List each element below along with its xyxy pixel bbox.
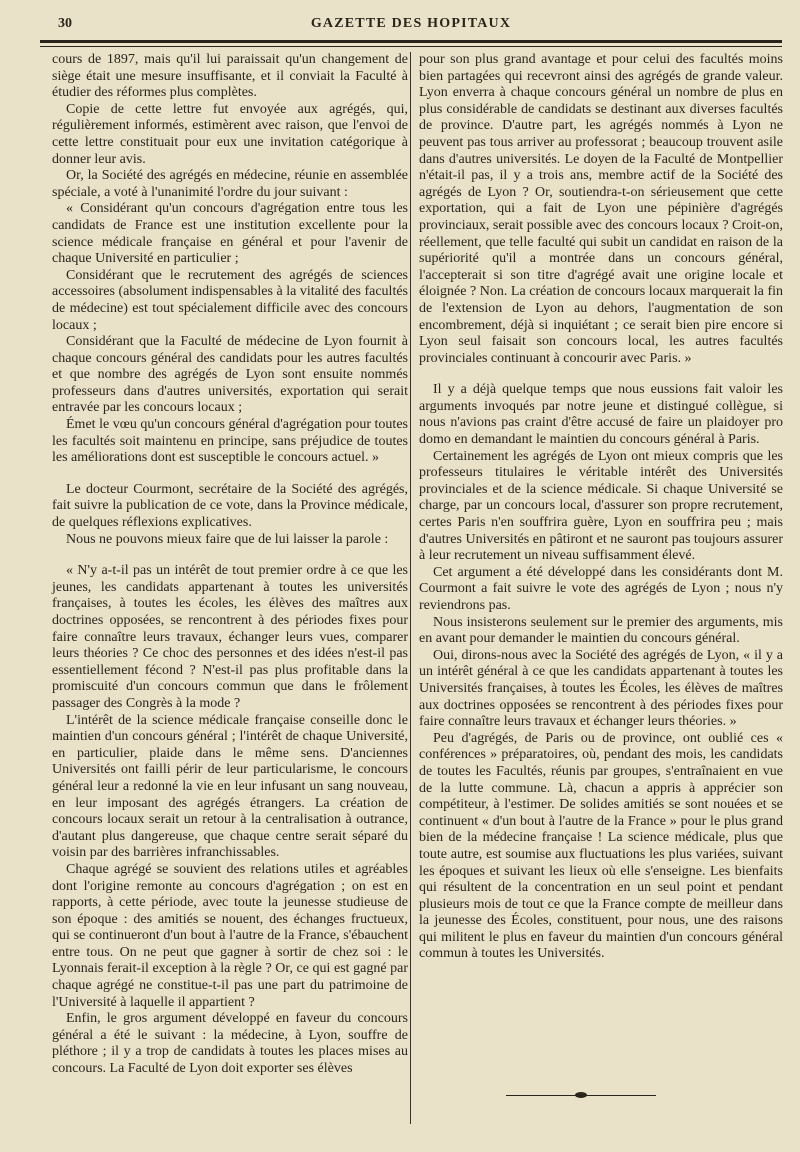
paragraph: Le docteur Courmont, secrétaire de la Société des agrégés, fait suivre la publication de ce vote, dans la Province médicale, de quelques réflexions explicatives. bbox=[52, 481, 408, 531]
paragraph: Il y a déjà quelque temps que nous eussions fait valoir les arguments invoqués par notre jeune et distingué collègue, si nous n'avions pas craint d'être accusé de faire un plaidoyer pro domo en demandant le maintien du concours général à Paris. bbox=[419, 382, 783, 448]
quoted-paragraph: Enfin, le gros argument développé en faveur du concours général a été le suivant : la médecine, à Lyon, souffre de pléthore ; il y a trop de candidats à toutes les places mises au concours. La Faculté de Lyon doit exporter ses élèves bbox=[52, 1011, 408, 1077]
page-number: 30 bbox=[58, 16, 72, 31]
quoted-paragraph: Émet le vœu qu'un concours général d'agrégation pour toutes les facultés soit maintenu en principe, sans préjudice de toutes les améliorations dont est susceptible le concours actuel. » bbox=[52, 417, 408, 466]
paragraph: Cet argument a été développé dans les considérants dont M. Courmont a fait suivre le vote des agrégés de Lyon ; nous n'y reviendrons pas. bbox=[419, 564, 783, 613]
paragraph: Nous ne pouvons mieux faire que de lui laisser la parole : bbox=[66, 531, 389, 547]
journal-title: GAZETTE DES HOPITAUX bbox=[310, 16, 512, 31]
paragraph: Copie de cette lettre fut envoyée aux agrégés, qui, régulièrement informés, estimèrent avec raison, que l'envoi de cette lettre constituait pour eux une invitation catégorique à donner leur avis. bbox=[52, 101, 408, 167]
paragraph: Oui, dirons-nous avec la Société des agrégés de Lyon, « il y a un intérêt général à ce que les candidats appartenant à toutes les Universités françaises, à toutes les Écoles, les élèves de maîtres aux doctrines opposées se rencontrent à des périodes fixes pour faire connaître leurs travaux et échanger leurs théories. » bbox=[419, 647, 783, 730]
quoted-paragraph: L'intérêt de la science médicale française conseille donc le maintien d'un concours général ; l'intérêt de chaque Université, en particulier, plaide dans le même sens. D'anciennes Universités ont failli périr de leur particularisme, le concours général leur a redonné la vie en leur infusant un sang nouveau, en leur imposant des agrégés étrangers. La création de concours locaux serait un retour à la centralisation à outrance, d'autant plus dangereuse, que chaque centre serait séparé du voisin par des barrières infranchissables. bbox=[52, 712, 408, 861]
quoted-paragraph: « Considérant qu'un concours d'agrégation entre tous les candidats de France est une institution excellente pour la science médicale française en général et pour l'avenir de chaque Université en particulier ; bbox=[52, 201, 408, 267]
quoted-paragraph: Chaque agrégé se souvient des relations utiles et agréables dont l'origine remonte au concours d'agrégation ; on est en rapports, à cette période, avec toute la jeunesse studieuse de son époque : des amitiés se nouent, des échanges fructueux, qui se continueront d'un bout à l'autre de la France, s'ébauchent entre tous. On ne peut que gagner à sortir de chez soi : le Lyonnais ferait-il exception à la règle ? Or, ce qui est gagné par chaque agrégé ne constitue-t-il pas une part du patrimoine de l'Université à laquelle il appartient ? bbox=[52, 861, 408, 1010]
header-rule-thin bbox=[40, 46, 782, 47]
paragraph: cours de 1897, mais qu'il lui paraissait qu'un changement de siège était une mesure insuffisante, et il conviait la Faculté à étudier des réformes plus complètes. bbox=[52, 52, 408, 101]
column-divider bbox=[410, 52, 411, 1124]
quoted-paragraph: Considérant que la Faculté de médecine de Lyon fournit à chaque concours général des candidats pour les autres facultés et que nombre des agrégés de Lyon sont ensuite nommés professeurs dans d'autres universités, exportation qui serait entravée par les concours locaux ; bbox=[52, 334, 408, 416]
page-header bbox=[40, 14, 782, 36]
left-column bbox=[52, 52, 408, 1078]
end-of-article-ornament bbox=[575, 1092, 587, 1098]
paragraph: Or, la Société des agrégés en médecine, réunie en assemblée spéciale, a voté à l'unanimité l'ordre du jour suivant : bbox=[52, 168, 408, 200]
quoted-paragraph: Considérant que le recrutement des agrégés de sciences accessoires (absolument indispensables à la vitalité des facultés de médecine) est tout spécialement difficile avec des concours locaux ; bbox=[52, 267, 408, 333]
paragraph: Peu d'agrégés, de Paris ou de province, ont oublié ces « conférences » préparatoires, où, pendant des mois, les candidats de toutes les Facultés, réunis par groupes, s'entraînaient en vue de la lutte commune. Là, chacun a appris à apprécier son compétiteur, à l'estimer. De solides amitiés se sont nouées et se continuent « d'un bout à l'autre de la France » pour le plus grand bien de la médecine française ! La science médicale, plus que toute autre, est soumise aux fluctuations les plus variées, suivant les époques et suivant les lieux où elle s'enseigne. Les bienfaits qui résultent de la concentration en un seul point et pendant plusieurs mois de tout ce que la France compte de meilleur dans la jeunesse des Écoles, constituent, pour nous, une des raisons qui militent le plus en faveur du maintien d'un concours général commun à toutes les Universités. bbox=[419, 730, 783, 962]
paragraph: Certainement les agrégés de Lyon ont mieux compris que les professeurs titulaires le véritable intérêt des Universités provinciales et de la science médicale. Si chaque Université se charge, par un concours local, d'assurer son propre recrutement, certes Paris n'en souffrira guère, Lyon en souffrira peu ; mais d'autres Universités en pâtiront et ne sauront pas toujours assurer à leur recrutement un niveau suffisamment élevé. bbox=[419, 448, 783, 564]
right-column bbox=[419, 52, 783, 963]
quoted-paragraph: pour son plus grand avantage et pour celui des facultés moins bien partagées qui recevront ainsi des agrégés de grande valeur. Lyon enverra à chaque concours général un nombre de plus en plus considérable de candidats se destinant aux diverses facultés de province. D'autre part, les agrégés nommés à Lyon ne peuvent pas tous arriver au professorat ; beaucoup trouvent asile dans d'autres universités. Le doyen de la Faculté de Montpellier n'était-il pas, il y a trois ans, membre actif de la Société des agrégés de Lyon ? Or, soutiendra-t-on sérieusement que cette exportation, qui a fait de Lyon une pépinière d'agrégés provinciaux, serait possible avec des concours locaux ? Croit-on, réellement, que telle faculté qui subit un candidat en raison de la supériorité qu'il a montrée dans un concours général, l'accepterait si son titre d'agrégé avait une origine locale et éloignée ? Non. La création de concours locaux marquerait la fin de l'extension de Lyon au dehors, l'augmentation de son encombrement, déjà si inquiétant ; ce serait bien pire encore si Lyon seul faisait son concours local, les autres facultés provinciales continuant à concourir avec Paris. » bbox=[419, 52, 783, 366]
header-rule-thick bbox=[40, 40, 782, 43]
quoted-paragraph: « N'y a-t-il pas un intérêt de tout premier ordre à ce que les jeunes, les candidats appartenant à toutes les universités françaises, à toutes les écoles, les élèves des maîtres aux doctrines opposées, se rencontrent à des périodes fixes pour faire connaître leurs travaux, échanger leurs vues, comparer leurs théories ? Ce choc des personnes et des idées n'est-il pas essentiellement fécond ? N'est-il pas plus profitable dans la promiscuité d'un concours commun que dans le frôlement passager des Congrès à la mode ? bbox=[52, 563, 408, 711]
paragraph: Nous insisterons seulement sur le premier des arguments, mis en avant pour demander le maintien du concours général. bbox=[419, 614, 783, 647]
